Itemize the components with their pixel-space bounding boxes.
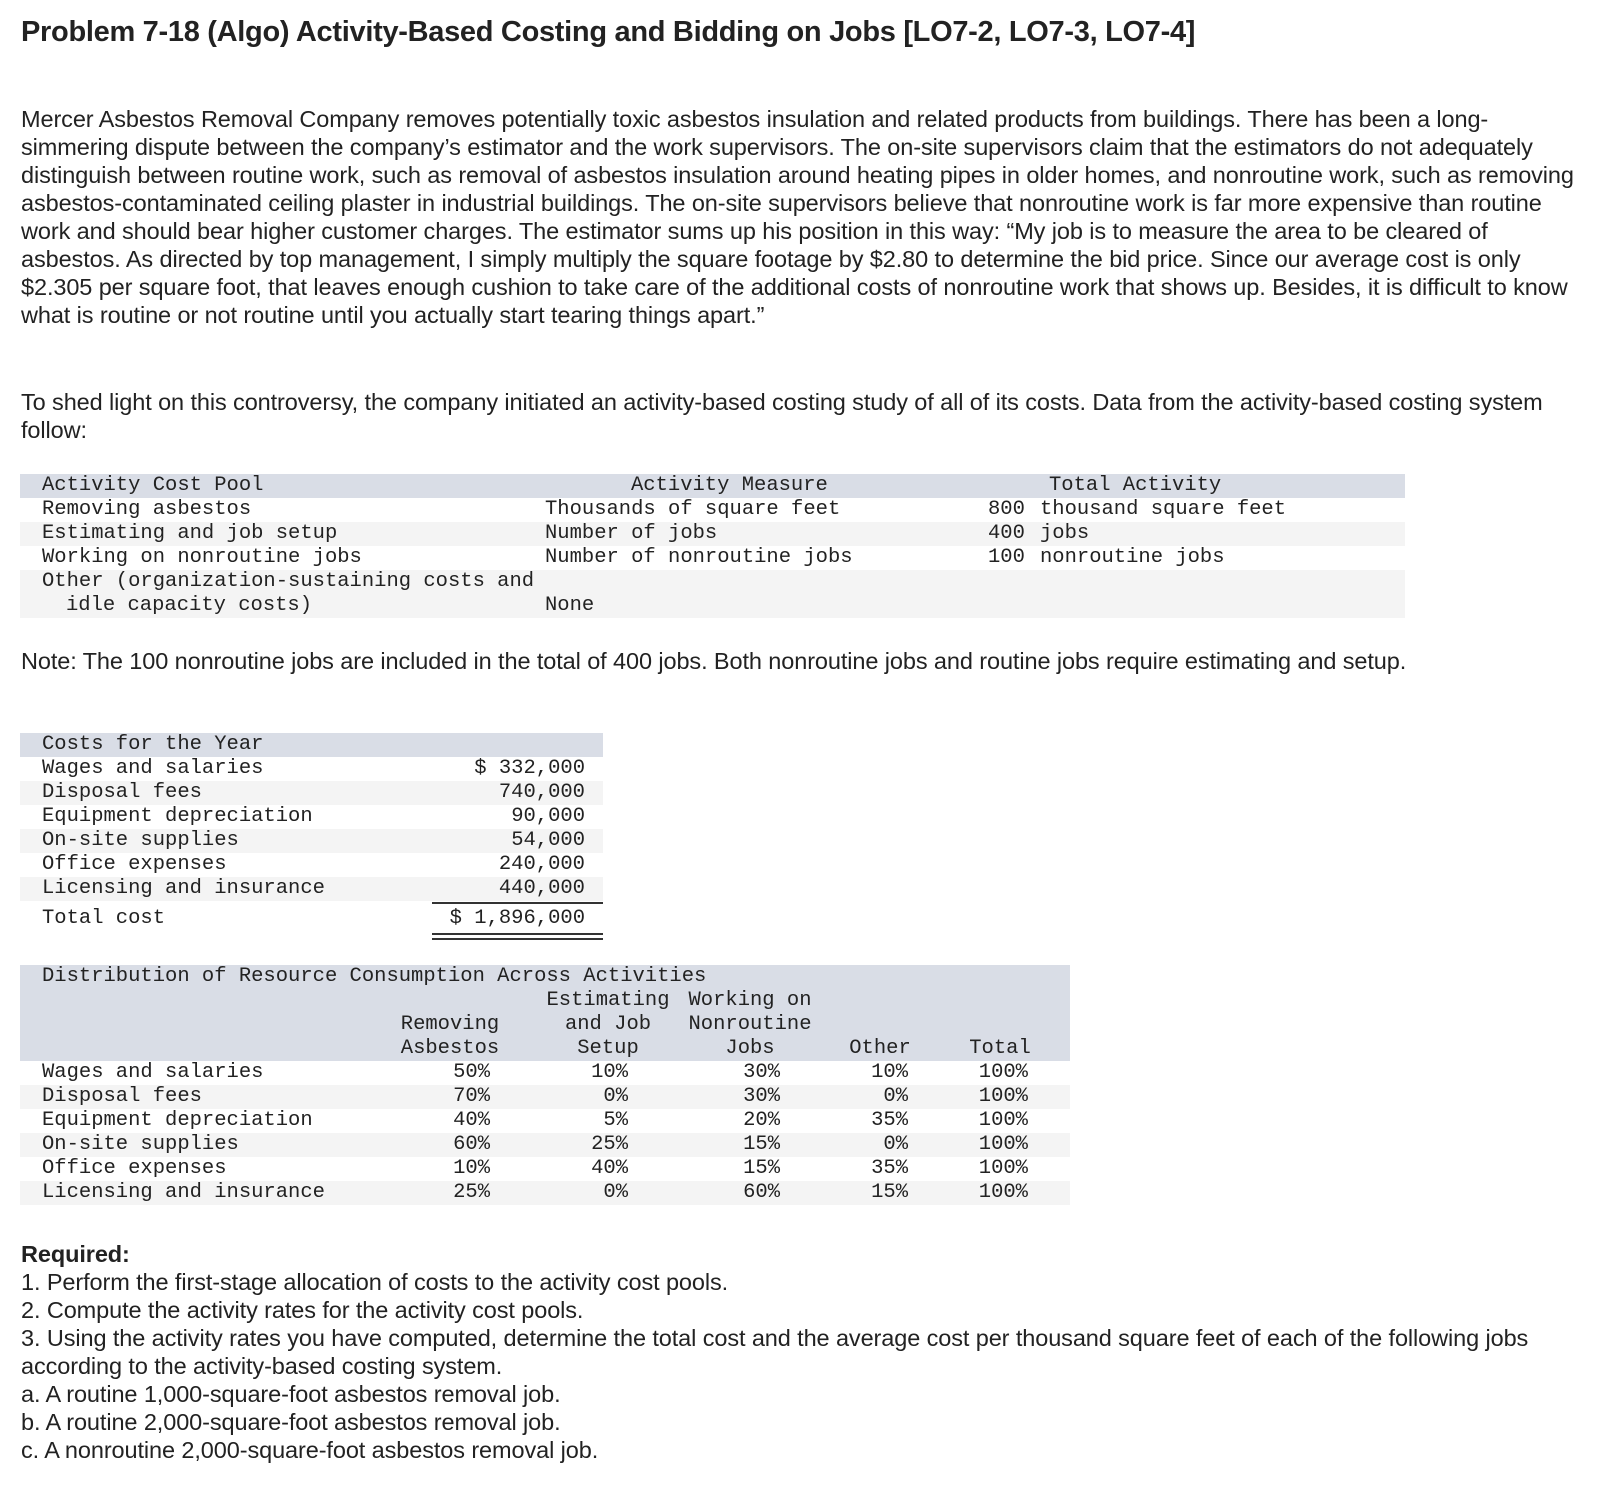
- note-paragraph: Note: The 100 nonroutine jobs are included in the total of 400 jobs. Both nonroutine jobs and routine jobs require estimating and setup.: [21, 648, 1407, 674]
- pool-label: Removing asbestos: [42, 498, 252, 521]
- required-item: 3. Using the activity rates you have computed, determine the total cost and the average cost per thousand square feet of each of the following jobs according to the activity-based costing system.: [21, 1325, 1529, 1379]
- total-double-rule: [432, 933, 603, 940]
- required-section: [21, 1240, 1581, 1464]
- pct-working: 30%: [743, 1085, 780, 1108]
- measure-label: Number of jobs: [545, 522, 718, 545]
- cost-label: Licensing and insurance: [42, 877, 325, 900]
- table-row: [20, 757, 603, 781]
- pct-removing: 70%: [453, 1085, 490, 1108]
- pct-total: 100%: [978, 1085, 1028, 1108]
- header-total-activity: Total Activity: [1049, 474, 1222, 497]
- activity-unit: jobs: [1040, 522, 1090, 545]
- pct-total: 100%: [978, 1109, 1028, 1132]
- resource-label: Wages and salaries: [42, 1061, 264, 1084]
- pct-other: 15%: [871, 1181, 908, 1204]
- cost-amount: 90,000: [511, 805, 585, 828]
- pct-estimating: 0%: [603, 1181, 628, 1204]
- col-removing-line2: Asbestos: [400, 1037, 500, 1060]
- activity-qty: 100: [988, 546, 1025, 569]
- measure-label: Thousands of square feet: [545, 498, 841, 521]
- pool-label: Working on nonroutine jobs: [42, 546, 362, 569]
- costs-table-header: [20, 733, 603, 757]
- pct-total: 100%: [978, 1061, 1028, 1084]
- resource-label: Licensing and insurance: [42, 1181, 325, 1204]
- activity-qty: 400: [988, 522, 1025, 545]
- required-item: 1. Perform the first-stage allocation of costs to the activity cost pools.: [21, 1269, 729, 1295]
- pool-label: Other (organization-sustaining costs and: [42, 570, 535, 593]
- pct-removing: 50%: [453, 1061, 490, 1084]
- table-row: [20, 1061, 1070, 1085]
- col-other: Other: [849, 1037, 911, 1060]
- activity-unit: thousand square feet: [1040, 498, 1287, 521]
- cost-label: Disposal fees: [42, 781, 202, 804]
- resource-label: Disposal fees: [42, 1085, 202, 1108]
- required-item: a. A routine 1,000-square-foot asbestos removal job.: [21, 1381, 561, 1407]
- table-row: [20, 829, 603, 853]
- pct-working: 15%: [743, 1157, 780, 1180]
- required-item: c. A nonroutine 2,000-square-foot asbestos removal job.: [21, 1437, 599, 1463]
- required-item: b. A routine 2,000-square-foot asbestos removal job.: [21, 1409, 561, 1435]
- activity-unit: nonroutine jobs: [1040, 546, 1225, 569]
- cost-label: Office expenses: [42, 853, 227, 876]
- pct-other: 0%: [883, 1085, 908, 1108]
- table-row: [20, 805, 603, 829]
- measure-label: Number of nonroutine jobs: [545, 546, 853, 569]
- subtotal-rule: [432, 902, 603, 904]
- cost-amount: 240,000: [498, 853, 585, 876]
- table-row: [20, 1085, 1070, 1109]
- pct-working: 20%: [743, 1109, 780, 1132]
- pct-other: 35%: [871, 1109, 908, 1132]
- table-row: [20, 853, 603, 877]
- cost-label: Equipment depreciation: [42, 805, 313, 828]
- distribution-table-header: [20, 965, 1070, 1061]
- pct-total: 100%: [978, 1133, 1028, 1156]
- table-row: [20, 877, 603, 901]
- distribution-title: Distribution of Resource Consumption Across Activities: [42, 965, 707, 988]
- required-item: 2. Compute the activity rates for the activity cost pools.: [21, 1297, 584, 1323]
- pct-estimating: 40%: [591, 1157, 628, 1180]
- cost-amount: 740,000: [498, 781, 585, 804]
- pool-label-continued: idle capacity costs): [66, 594, 313, 617]
- pct-total: 100%: [978, 1157, 1028, 1180]
- col-estimating-line2: and Job: [564, 1013, 652, 1036]
- total-label: Total cost: [42, 907, 166, 930]
- header-activity-measure: Activity Measure: [631, 474, 828, 497]
- pct-estimating: 25%: [591, 1133, 628, 1156]
- table-row: [20, 781, 603, 805]
- table-row: [20, 546, 1405, 570]
- pct-removing: 60%: [453, 1133, 490, 1156]
- resource-label: Office expenses: [42, 1157, 227, 1180]
- resource-label: Equipment depreciation: [42, 1109, 313, 1132]
- cost-amount: 440,000: [498, 877, 585, 900]
- col-working-line2: Nonroutine: [688, 1013, 812, 1036]
- col-total: Total: [969, 1037, 1031, 1060]
- col-removing-line1: Removing: [400, 1013, 500, 1036]
- page-title: Problem 7-18 (Algo) Activity-Based Costing and Bidding on Jobs [LO7-2, LO7-3, LO7-4]: [21, 16, 1196, 48]
- total-row: [20, 907, 603, 931]
- pool-label: Estimating and job setup: [42, 522, 338, 545]
- study-paragraph: To shed light on this controversy, the company initiated an activity-based costing study of all of its costs. Data from the activity-based costing system follow:: [21, 389, 1543, 443]
- pct-total: 100%: [978, 1181, 1028, 1204]
- pct-other: 10%: [871, 1061, 908, 1084]
- pct-estimating: 0%: [603, 1085, 628, 1108]
- col-working-line1: Working on: [688, 989, 812, 1012]
- total-amount: $ 1,896,000: [449, 907, 585, 930]
- header-costs-for-the-year: Costs for the Year: [42, 733, 264, 756]
- table-row: [20, 570, 1405, 618]
- pct-removing: 10%: [453, 1157, 490, 1180]
- table-row: [20, 1181, 1070, 1205]
- cost-amount: 54,000: [511, 829, 585, 852]
- table-row: [20, 498, 1405, 522]
- pct-working: 60%: [743, 1181, 780, 1204]
- pct-removing: 40%: [453, 1109, 490, 1132]
- table-row: [20, 1157, 1070, 1181]
- pct-estimating: 10%: [591, 1061, 628, 1084]
- pct-other: 35%: [871, 1157, 908, 1180]
- pct-other: 0%: [883, 1133, 908, 1156]
- cost-amount: $ 332,000: [474, 757, 585, 780]
- table-row: [20, 1133, 1070, 1157]
- pct-working: 30%: [743, 1061, 780, 1084]
- table-row: [20, 1109, 1070, 1133]
- costs-table: [20, 733, 603, 943]
- pct-working: 15%: [743, 1133, 780, 1156]
- cost-label: On-site supplies: [42, 829, 239, 852]
- measure-label: None: [545, 594, 595, 617]
- activity-table-header: [20, 474, 1405, 498]
- cost-label: Wages and salaries: [42, 757, 264, 780]
- header-activity-cost-pool: Activity Cost Pool: [42, 474, 264, 497]
- pct-removing: 25%: [453, 1181, 490, 1204]
- resource-label: On-site supplies: [42, 1133, 239, 1156]
- col-estimating-line1: Estimating: [546, 989, 670, 1012]
- activity-table: [20, 474, 1405, 618]
- activity-qty: 800: [988, 498, 1025, 521]
- required-heading: Required:: [21, 1241, 130, 1267]
- intro-paragraph: Mercer Asbestos Removal Company removes potentially toxic asbestos insulation and related products from buildings. There has been a long-simmering dispute between the company’s estimator and the work supervisors. The on-site supervisors claim that the estimators do not adequately distinguish between routine work, such as removal of asbestos insulation around heating pipes in older homes, and nonroutine work, such as removing asbestos-contaminated ceiling plaster in industrial buildings. The on-site supervisors believe that nonroutine work is far more expensive than routine work and should bear higher customer charges. The estimator sums up his position in this way: “My job is to measure the area to be cleared of asbestos. As directed by top management, I simply multiply the square footage by $2.80 to determine the bid price. Since our average cost is only $2.305 per square foot, that leaves enough cushion to take care of the additional costs of nonroutine work that shows up. Besides, it is difficult to know what is routine or not routine until you actually start tearing things apart.”: [21, 106, 1574, 328]
- col-working-line3: Jobs: [725, 1037, 775, 1060]
- col-estimating-line3: Setup: [577, 1037, 639, 1060]
- table-row: [20, 522, 1405, 546]
- pct-estimating: 5%: [603, 1109, 628, 1132]
- distribution-table: [20, 965, 1070, 1207]
